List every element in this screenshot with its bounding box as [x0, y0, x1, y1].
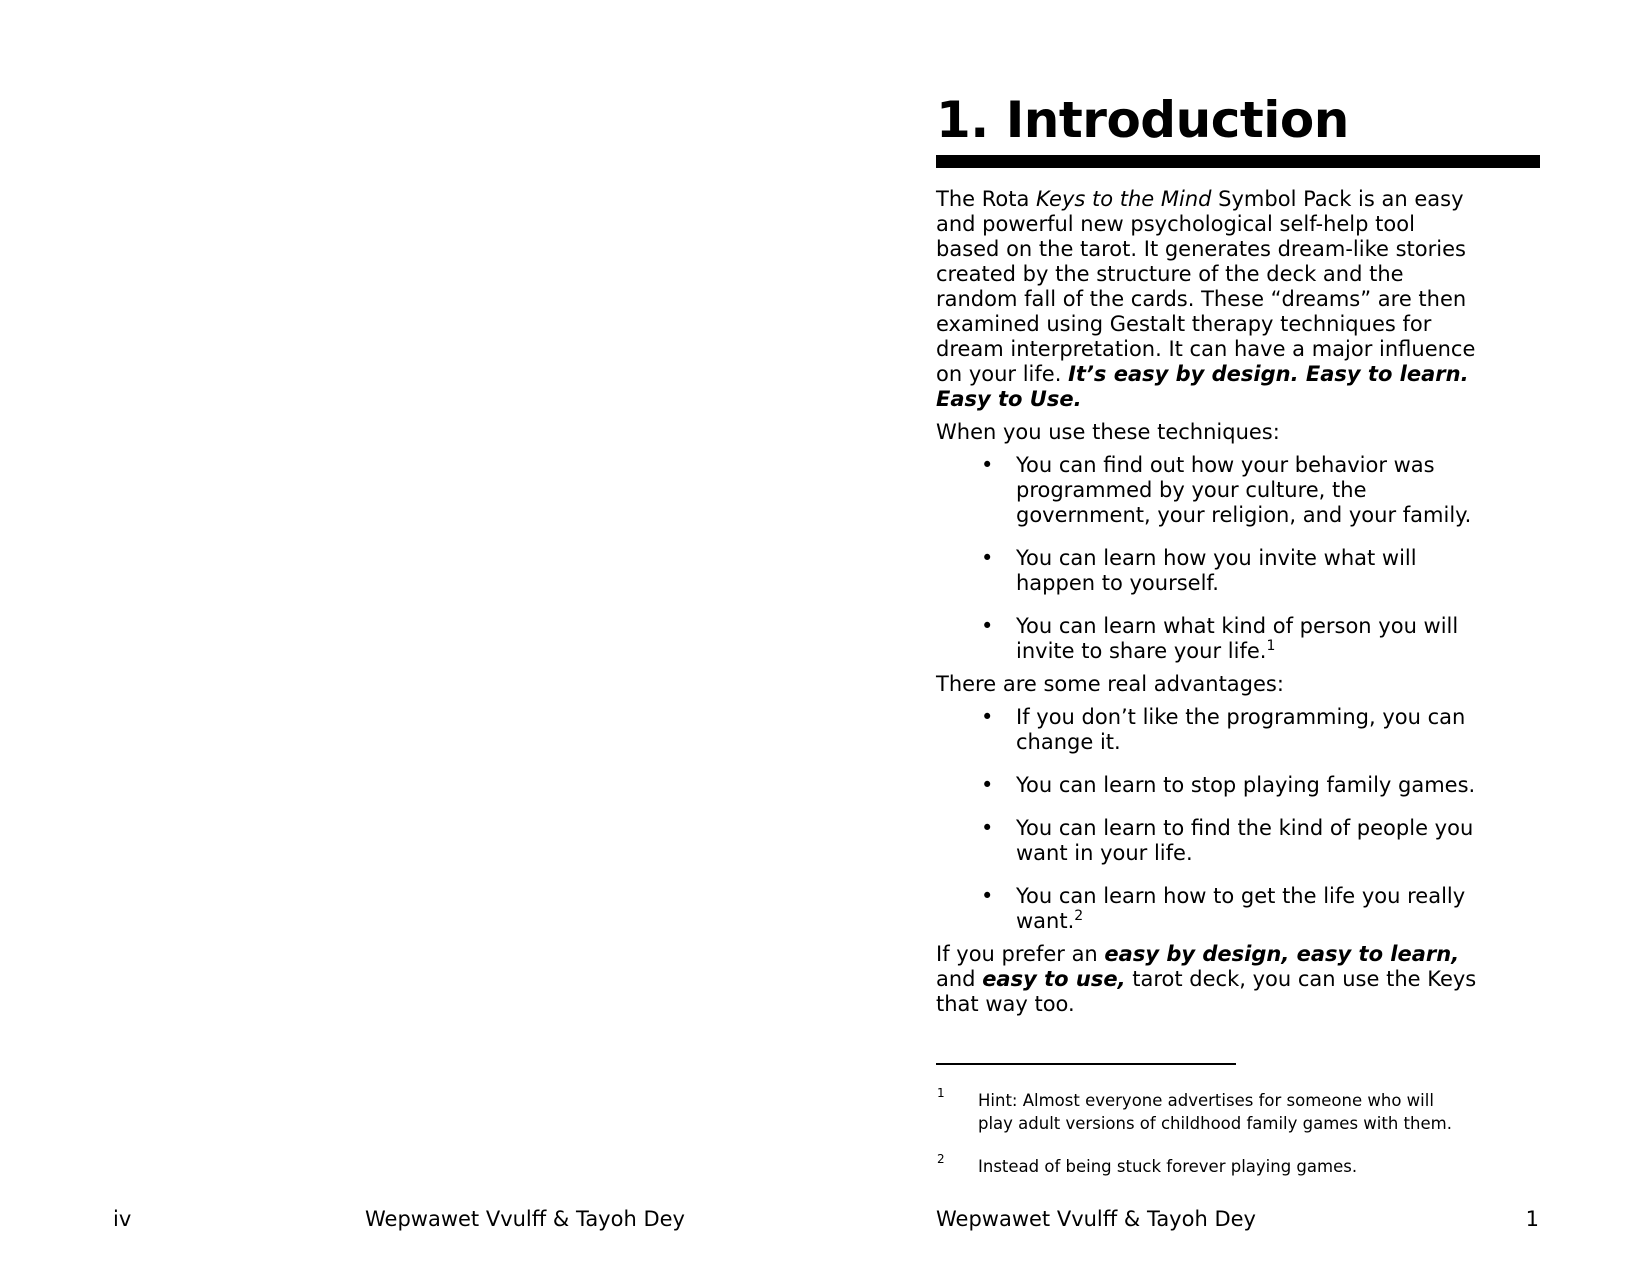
list-item-line: want in your life.: [1016, 841, 1193, 865]
list-item-line: You can find out how your behavior was: [1016, 453, 1435, 477]
bullet-icon: •: [981, 614, 994, 638]
intro-paragraph: [936, 187, 1540, 412]
bold-italic-run: Easy to Use.: [936, 387, 1082, 411]
list-item-line: want.$^2$: [1016, 908, 1084, 933]
footnote-marker: 2: [937, 1152, 945, 1166]
advantages-lead-paragraph: [936, 672, 1540, 697]
paragraph-line: on your life. It’s easy by design. Easy to learn.: [936, 362, 1469, 386]
list-item-line: programmed by your culture, the: [1016, 478, 1367, 502]
bullet-icon: •: [981, 816, 994, 840]
footnotes-section: [936, 1063, 1540, 1178]
bold-italic-run: It’s easy by design. Easy to learn.: [1068, 362, 1469, 386]
bold-italic-run: easy to use,: [982, 967, 1126, 991]
bullet-icon: •: [981, 546, 994, 570]
right-page-footer: [936, 1207, 1539, 1232]
chapter-heading: 1. Introduction: [936, 91, 1349, 149]
footnote-line: play adult versions of childhood family games with them.: [978, 1114, 1452, 1133]
list-item-line: You can learn what kind of person you will: [1016, 614, 1459, 638]
list-item-line: You can learn to stop playing family games.: [1016, 773, 1476, 797]
list-item-line: You can learn to find the kind of people you: [1016, 816, 1474, 840]
paragraph-line: that way too.: [936, 992, 1075, 1016]
list-item: [936, 614, 1540, 664]
list-item: [936, 453, 1540, 528]
list-item-line: invite to share your life.$^1$: [1016, 638, 1276, 663]
paragraph-line: dream interpretation. It can have a major influence: [936, 337, 1476, 361]
advantages-list: [936, 705, 1540, 934]
paragraph-line: The Rota Keys to the Mind Symbol Pack is an easy: [936, 187, 1464, 211]
footnote: [936, 1086, 1540, 1135]
paragraph-line: When you use these techniques:: [936, 420, 1280, 444]
bullet-icon: •: [981, 773, 994, 797]
list-item: [936, 546, 1540, 596]
paragraph-line: created by the structure of the deck and the: [936, 262, 1404, 286]
closing-paragraph: [936, 942, 1540, 1017]
footnote-ref: 2: [1074, 908, 1084, 924]
paragraph-line: and easy to use, tarot deck, you can use the Keys: [936, 967, 1477, 991]
footer-author: Wepwawet Vvulff & Tayoh Dey: [936, 1207, 1256, 1231]
paragraph-line: If you prefer an easy by design, easy to learn,: [936, 942, 1460, 966]
techniques-lead-paragraph: [936, 420, 1540, 445]
list-item: [936, 773, 1540, 798]
footnote-ref: 1: [1266, 638, 1276, 654]
footer-page-number: 1: [1525, 1207, 1539, 1231]
footer-author: Wepwawet Vvulff & Tayoh Dey: [365, 1207, 685, 1231]
footnote-line: Instead of being stuck forever playing games.: [978, 1157, 1358, 1176]
list-item-line: government, your religion, and your family.: [1016, 503, 1472, 527]
footnote-line: Hint: Almost everyone advertises for someone who will: [978, 1091, 1434, 1110]
bullet-icon: •: [981, 453, 994, 477]
paragraph-line: and powerful new psychological self-help tool: [936, 212, 1415, 236]
italic-run: Keys to the Mind: [1036, 187, 1212, 211]
footer-page-number: iv: [113, 1207, 132, 1231]
bullet-icon: •: [981, 705, 994, 729]
footnote: [936, 1152, 1540, 1178]
paragraph-line: examined using Gestalt therapy techniques for: [936, 312, 1432, 336]
techniques-list: [936, 453, 1540, 664]
page-left: [0, 0, 824, 1275]
list-item-line: change it.: [1016, 730, 1121, 754]
paragraph-line: based on the tarot. It generates dream-like stories: [936, 237, 1466, 261]
bullet-icon: •: [981, 884, 994, 908]
paragraph-line: There are some real advantages:: [936, 672, 1284, 696]
footnote-marker: 1: [937, 1086, 945, 1100]
list-item: [936, 884, 1540, 934]
list-item-line: You can learn how to get the life you really: [1016, 884, 1466, 908]
list-item: [936, 705, 1540, 755]
list-item: [936, 816, 1540, 866]
bold-italic-run: easy by design, easy to learn,: [1104, 942, 1460, 966]
paragraph-line: random fall of the cards. These “dreams” are then: [936, 287, 1467, 311]
heading-rule: [936, 155, 1540, 168]
list-item-line: You can learn how you invite what will: [1016, 546, 1417, 570]
list-item-line: If you don’t like the programming, you can: [1016, 705, 1466, 729]
footnote-separator: [936, 1063, 1236, 1065]
paragraph-line: [936, 387, 1540, 412]
list-item-line: happen to yourself.: [1016, 571, 1219, 595]
chapter-content: [936, 91, 1540, 1017]
